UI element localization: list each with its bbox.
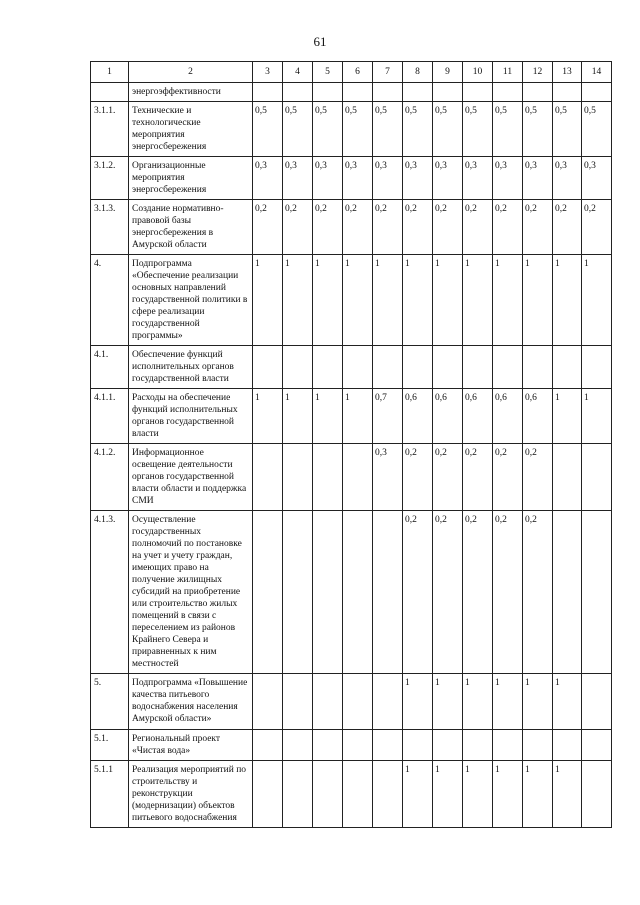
value-cell: 0,5 bbox=[463, 102, 493, 157]
value-cell: 0,2 bbox=[373, 200, 403, 255]
value-cell: 1 bbox=[553, 674, 582, 730]
value-cell bbox=[403, 346, 433, 389]
value-cell: 1 bbox=[493, 761, 523, 828]
value-cell: 1 bbox=[523, 255, 553, 346]
value-cell bbox=[373, 346, 403, 389]
value-cell: 0,6 bbox=[493, 389, 523, 444]
value-cell: 0,3 bbox=[493, 157, 523, 200]
row-number-cell: 3.1.2. bbox=[91, 157, 129, 200]
value-cell bbox=[553, 444, 582, 511]
header-cell: 10 bbox=[463, 62, 493, 83]
header-cell: 5 bbox=[313, 62, 343, 83]
table-row bbox=[91, 200, 612, 255]
value-cell bbox=[433, 730, 463, 761]
value-cell bbox=[582, 346, 612, 389]
value-cell bbox=[373, 674, 403, 730]
header-cell: 11 bbox=[493, 62, 523, 83]
value-cell: 0,2 bbox=[403, 200, 433, 255]
value-cell bbox=[283, 83, 313, 102]
value-cell bbox=[283, 730, 313, 761]
value-cell bbox=[313, 83, 343, 102]
value-cell bbox=[253, 346, 283, 389]
value-cell: 1 bbox=[553, 761, 582, 828]
row-number-cell: 4.1.2. bbox=[91, 444, 129, 511]
value-cell: 1 bbox=[523, 674, 553, 730]
value-cell bbox=[313, 346, 343, 389]
value-cell bbox=[253, 730, 283, 761]
header-cell: 6 bbox=[343, 62, 373, 83]
value-cell: 1 bbox=[433, 674, 463, 730]
value-cell: 1 bbox=[582, 255, 612, 346]
value-cell: 0,2 bbox=[493, 511, 523, 674]
value-cell: 1 bbox=[283, 389, 313, 444]
row-number-cell bbox=[91, 83, 129, 102]
header-cell: 1 bbox=[91, 62, 129, 83]
value-cell bbox=[313, 730, 343, 761]
table-body bbox=[91, 83, 612, 828]
row-name-cell: Организационные мероприятия энергосбережения bbox=[129, 157, 253, 200]
value-cell: 0,5 bbox=[253, 102, 283, 157]
value-cell bbox=[343, 444, 373, 511]
value-cell: 0,2 bbox=[343, 200, 373, 255]
value-cell: 1 bbox=[283, 255, 313, 346]
value-cell: 1 bbox=[253, 389, 283, 444]
header-cell: 14 bbox=[582, 62, 612, 83]
header-cell: 2 bbox=[129, 62, 253, 83]
table-row bbox=[91, 83, 612, 102]
value-cell bbox=[283, 346, 313, 389]
value-cell: 0,3 bbox=[553, 157, 582, 200]
row-number-cell: 4.1.1. bbox=[91, 389, 129, 444]
row-name-cell: Осуществление государственных полномочий по постановке на учет и учету граждан, имеющих право на получение жилищных субсидий на приобретение или строительство жилых помещений в связи с переселением из районов Крайнего Севера и приравненных к ним местностей bbox=[129, 511, 253, 674]
value-cell: 0,2 bbox=[463, 200, 493, 255]
value-cell: 1 bbox=[403, 674, 433, 730]
value-cell bbox=[253, 83, 283, 102]
value-cell: 0,5 bbox=[433, 102, 463, 157]
value-cell: 0,2 bbox=[582, 200, 612, 255]
header-row bbox=[91, 62, 612, 83]
value-cell bbox=[313, 444, 343, 511]
row-number-cell: 3.1.1. bbox=[91, 102, 129, 157]
value-cell bbox=[283, 511, 313, 674]
row-name-cell: Расходы на обеспечение функций исполнительных органов государственной власти bbox=[129, 389, 253, 444]
table-row bbox=[91, 674, 612, 730]
value-cell: 1 bbox=[433, 255, 463, 346]
value-cell bbox=[582, 444, 612, 511]
value-cell bbox=[582, 83, 612, 102]
value-cell bbox=[433, 346, 463, 389]
value-cell: 1 bbox=[553, 389, 582, 444]
table-row bbox=[91, 389, 612, 444]
row-name-cell: Подпрограмма «Повышение качества питьевого водоснабжения населения Амурской области» bbox=[129, 674, 253, 730]
value-cell: 0,2 bbox=[403, 444, 433, 511]
value-cell: 0,2 bbox=[523, 511, 553, 674]
value-cell bbox=[373, 83, 403, 102]
header-cell: 4 bbox=[283, 62, 313, 83]
value-cell: 1 bbox=[403, 761, 433, 828]
value-cell: 0,3 bbox=[373, 444, 403, 511]
table-row bbox=[91, 255, 612, 346]
value-cell: 0,2 bbox=[313, 200, 343, 255]
value-cell bbox=[582, 761, 612, 828]
indicator-table bbox=[90, 61, 612, 828]
table-row bbox=[91, 157, 612, 200]
value-cell bbox=[433, 83, 463, 102]
table-row bbox=[91, 444, 612, 511]
value-cell bbox=[553, 83, 582, 102]
value-cell: 0,6 bbox=[433, 389, 463, 444]
value-cell bbox=[403, 730, 433, 761]
value-cell: 1 bbox=[463, 255, 493, 346]
value-cell: 0,5 bbox=[313, 102, 343, 157]
header-cell: 7 bbox=[373, 62, 403, 83]
row-name-cell: Региональный проект «Чистая вода» bbox=[129, 730, 253, 761]
page-number: 61 bbox=[313, 34, 327, 49]
value-cell: 0,3 bbox=[433, 157, 463, 200]
value-cell bbox=[523, 730, 553, 761]
value-cell bbox=[343, 674, 373, 730]
value-cell bbox=[553, 511, 582, 674]
value-cell: 0,2 bbox=[403, 511, 433, 674]
value-cell bbox=[463, 730, 493, 761]
value-cell: 1 bbox=[343, 255, 373, 346]
value-cell: 0,3 bbox=[313, 157, 343, 200]
row-number-cell: 4.1. bbox=[91, 346, 129, 389]
value-cell: 0,6 bbox=[463, 389, 493, 444]
value-cell: 1 bbox=[373, 255, 403, 346]
value-cell: 0,2 bbox=[463, 511, 493, 674]
value-cell: 0,2 bbox=[253, 200, 283, 255]
value-cell bbox=[283, 674, 313, 730]
value-cell: 0,2 bbox=[523, 444, 553, 511]
value-cell: 1 bbox=[253, 255, 283, 346]
value-cell bbox=[313, 511, 343, 674]
value-cell: 0,5 bbox=[403, 102, 433, 157]
value-cell: 0,5 bbox=[283, 102, 313, 157]
value-cell bbox=[582, 674, 612, 730]
value-cell: 1 bbox=[313, 255, 343, 346]
table-row bbox=[91, 102, 612, 157]
value-cell: 0,2 bbox=[523, 200, 553, 255]
value-cell: 0,2 bbox=[493, 200, 523, 255]
value-cell bbox=[582, 511, 612, 674]
value-cell bbox=[343, 730, 373, 761]
value-cell: 0,5 bbox=[493, 102, 523, 157]
value-cell: 1 bbox=[463, 761, 493, 828]
value-cell bbox=[373, 761, 403, 828]
value-cell: 1 bbox=[463, 674, 493, 730]
value-cell bbox=[343, 761, 373, 828]
row-number-cell: 5. bbox=[91, 674, 129, 730]
value-cell bbox=[343, 346, 373, 389]
header-cell: 13 bbox=[553, 62, 582, 83]
value-cell bbox=[283, 444, 313, 511]
value-cell: 0,3 bbox=[253, 157, 283, 200]
value-cell: 1 bbox=[582, 389, 612, 444]
value-cell: 0,3 bbox=[373, 157, 403, 200]
value-cell: 1 bbox=[493, 674, 523, 730]
value-cell: 0,2 bbox=[433, 444, 463, 511]
row-name-cell: Создание нормативно-правовой базы энергосбережения в Амурской области bbox=[129, 200, 253, 255]
value-cell: 0,5 bbox=[373, 102, 403, 157]
header-cell: 8 bbox=[403, 62, 433, 83]
value-cell: 0,3 bbox=[523, 157, 553, 200]
value-cell: 1 bbox=[553, 255, 582, 346]
value-cell bbox=[343, 83, 373, 102]
value-cell: 0,3 bbox=[582, 157, 612, 200]
header-cell: 12 bbox=[523, 62, 553, 83]
row-name-cell: Реализация мероприятий по строительству и реконструкции (модернизации) объектов питьевого водоснабжения bbox=[129, 761, 253, 828]
row-number-cell: 4.1.3. bbox=[91, 511, 129, 674]
row-number-cell: 5.1. bbox=[91, 730, 129, 761]
value-cell: 1 bbox=[313, 389, 343, 444]
value-cell: 1 bbox=[433, 761, 463, 828]
row-name-cell: Обеспечение функций исполнительных органов государственной власти bbox=[129, 346, 253, 389]
value-cell: 0,3 bbox=[343, 157, 373, 200]
row-number-cell: 4. bbox=[91, 255, 129, 346]
value-cell bbox=[523, 346, 553, 389]
row-name-cell: Подпрограмма «Обеспечение реализации основных направлений государственной политики в сфере реализации государственной программы» bbox=[129, 255, 253, 346]
value-cell bbox=[553, 346, 582, 389]
value-cell bbox=[373, 511, 403, 674]
value-cell bbox=[253, 511, 283, 674]
value-cell: 0,2 bbox=[493, 444, 523, 511]
table-row bbox=[91, 346, 612, 389]
value-cell: 0,2 bbox=[553, 200, 582, 255]
table-row bbox=[91, 730, 612, 761]
value-cell: 0,3 bbox=[283, 157, 313, 200]
value-cell bbox=[313, 761, 343, 828]
value-cell: 0,2 bbox=[283, 200, 313, 255]
value-cell: 0,5 bbox=[582, 102, 612, 157]
value-cell bbox=[373, 730, 403, 761]
value-cell: 0,3 bbox=[403, 157, 433, 200]
value-cell bbox=[523, 83, 553, 102]
value-cell: 1 bbox=[403, 255, 433, 346]
value-cell bbox=[463, 346, 493, 389]
value-cell: 1 bbox=[493, 255, 523, 346]
value-cell: 0,6 bbox=[523, 389, 553, 444]
value-cell bbox=[553, 730, 582, 761]
header-cell: 3 bbox=[253, 62, 283, 83]
table-row bbox=[91, 761, 612, 828]
value-cell: 0,7 bbox=[373, 389, 403, 444]
value-cell bbox=[343, 511, 373, 674]
row-name-cell: Технические и технологические мероприятия энергосбережения bbox=[129, 102, 253, 157]
row-number-cell: 5.1.1 bbox=[91, 761, 129, 828]
value-cell: 0,3 bbox=[463, 157, 493, 200]
row-number-cell: 3.1.3. bbox=[91, 200, 129, 255]
value-cell: 0,2 bbox=[463, 444, 493, 511]
value-cell: 0,2 bbox=[433, 511, 463, 674]
value-cell bbox=[582, 730, 612, 761]
value-cell: 0,2 bbox=[433, 200, 463, 255]
row-name-cell: Информационное освещение деятельности органов государственной власти области и поддержка СМИ bbox=[129, 444, 253, 511]
header-cell: 9 bbox=[433, 62, 463, 83]
value-cell: 0,5 bbox=[553, 102, 582, 157]
value-cell bbox=[313, 674, 343, 730]
value-cell bbox=[493, 83, 523, 102]
value-cell: 0,5 bbox=[523, 102, 553, 157]
value-cell bbox=[493, 346, 523, 389]
value-cell: 1 bbox=[523, 761, 553, 828]
value-cell: 1 bbox=[343, 389, 373, 444]
value-cell: 0,6 bbox=[403, 389, 433, 444]
value-cell bbox=[253, 761, 283, 828]
value-cell bbox=[493, 730, 523, 761]
value-cell bbox=[403, 83, 433, 102]
row-name-cell: энергоэффективности bbox=[129, 83, 253, 102]
value-cell: 0,5 bbox=[343, 102, 373, 157]
value-cell bbox=[253, 444, 283, 511]
value-cell bbox=[253, 674, 283, 730]
table-row bbox=[91, 511, 612, 674]
value-cell bbox=[283, 761, 313, 828]
value-cell bbox=[463, 83, 493, 102]
